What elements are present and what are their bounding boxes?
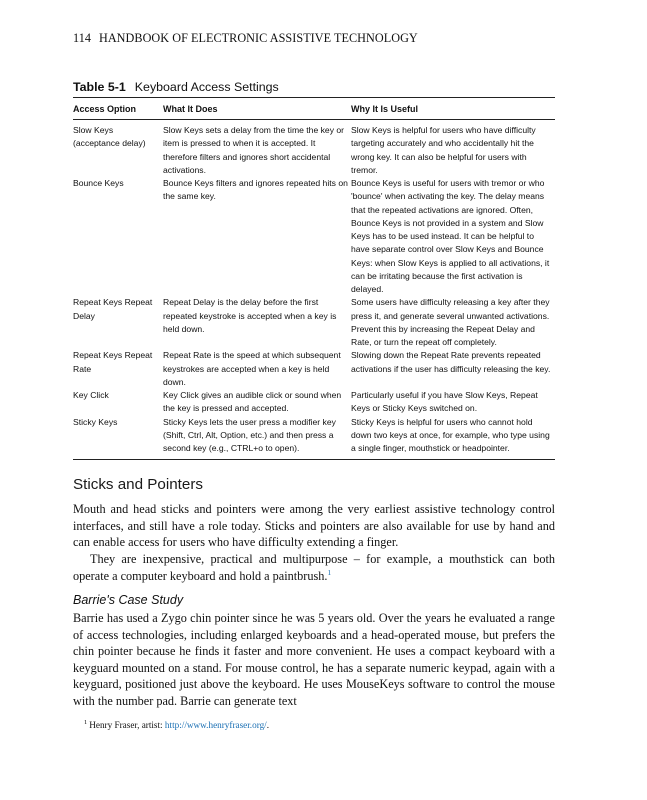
table-row	[73, 296, 555, 349]
cell-option: Sticky Keys	[73, 416, 163, 460]
cell-why: Slowing down the Repeat Rate prevents repeated activations if the user has difficulty releasing the key.	[351, 350, 551, 374]
cell-what: Slow Keys sets a delay from the time the key or item is pressed to when it is accepted. It therefore filters and ignores short accidental activations.	[163, 125, 345, 175]
table-row	[73, 389, 555, 416]
cell-option: Repeat Keys Repeat Delay	[73, 297, 153, 321]
table-header-row	[73, 98, 555, 120]
table	[73, 97, 555, 460]
footnote-trailing: .	[266, 720, 270, 730]
table-row	[73, 120, 555, 178]
cell-option: Repeat Keys Repeat Rate	[73, 350, 153, 374]
footnote	[84, 720, 554, 730]
footnote-link[interactable]: http://www.henryfraser.org/	[164, 720, 267, 730]
cell-why: Bounce Keys is useful for users with tremor or who 'bounce' when activating the key. The delay means that the repeated activations are ignored. Often, Bounce Keys is not provided in a system and Slow Keys has to be used instead. It can be helpful to have separate control over Slow Keys and Bounce Keys: when Slow Keys is applied to all activations, it can be irritating because the first activation is delayed.	[351, 178, 550, 294]
table-title: Keyboard Access Settings	[134, 80, 279, 94]
header-why-useful: Why It Is Useful	[351, 98, 555, 120]
cell-what: Bounce Keys filters and ignores repeated hits on the same key.	[163, 178, 348, 202]
book-title: HANDBOOK OF ELECTRONIC ASSISTIVE TECHNOLOGY	[98, 31, 418, 45]
cell-option: Bounce Keys	[73, 178, 124, 188]
cell-why: Sticky Keys is helpful for users who cannot hold down two keys at once, for example, who type using a single finger, mouthstick or headpointer.	[351, 416, 555, 460]
cell-why: Particularly useful if you have Slow Keys, Repeat Keys or Sticky Keys switched on.	[351, 390, 538, 414]
paragraph-inexpensive	[73, 551, 555, 584]
header-access-option: Access Option	[73, 98, 163, 120]
section-heading: Sticks and Pointers	[73, 476, 203, 493]
cell-why: Some users have difficulty releasing a key after they press it, and generate several unwanted activations. Prevent this by increasing the Repeat Delay and Rate, or turn the repeat off completely.	[351, 297, 550, 347]
cell-what: Repeat Rate is the speed at which subsequent keystrokes are accepted when a key is held down.	[163, 350, 341, 387]
case-study-heading: Barrie's Case Study	[73, 593, 184, 607]
cell-why: Slow Keys is helpful for users who have difficulty targeting accurately and who accidentally hit the wrong key. It can also be helpful for users with tremor.	[351, 125, 536, 175]
keyboard-access-table	[73, 97, 555, 460]
table-number: Table 5-1	[73, 80, 126, 94]
paragraph-inexpensive-text: They are inexpensive, practical and multipurpose – for example, a mouthstick can both operate a computer keyboard and hold a paintbrush.	[73, 552, 555, 583]
header-what-it-does: What It Does	[163, 98, 351, 120]
cell-what: Sticky Keys lets the user press a modifier key (Shift, Ctrl, Alt, Option, etc.) and then press a second key (e.g., CTRL+o to open).	[163, 416, 351, 460]
cell-what: Key Click gives an audible click or sound when the key is pressed and accepted.	[163, 390, 342, 414]
footnote-text: Henry Fraser, artist:	[89, 720, 165, 730]
footnote-reference[interactable]: 1	[327, 567, 332, 577]
running-head	[73, 31, 563, 46]
page-number: 114	[73, 31, 91, 45]
paragraph-intro: Mouth and head sticks and pointers were among the very earliest assistive technology control interfaces, and still have a role today. Sticks and pointers are also available for use by hand and can enable access for users who have difficulty extending a finger.	[73, 502, 555, 549]
table-row	[73, 177, 555, 296]
table-row	[73, 349, 555, 389]
cell-option: Slow Keys (acceptance delay)	[73, 125, 146, 149]
cell-what: Repeat Delay is the delay before the first repeated keystroke is accepted when a key is held down.	[163, 297, 337, 334]
table-row	[73, 416, 555, 460]
cell-option: Key Click	[73, 390, 109, 400]
footnote-mark: 1	[84, 718, 88, 726]
table-caption	[73, 80, 555, 94]
case-study-text: Barrie has used a Zygo chin pointer since he was 5 years old. Over the years he evaluated a range of access technologies, including enlarged keyboards and a head-operated mouse, but prefers the chin pointer because he finds it faster and more convenient. He uses a compact keyboard with a keyguard mounted on a stand. For mouse control, he has a separate numeric keypad, again with a keyguard, positioned just above the keyboard. He uses MouseKeys software to control the mouse with the number pad. Barrie can generate text	[73, 611, 555, 708]
